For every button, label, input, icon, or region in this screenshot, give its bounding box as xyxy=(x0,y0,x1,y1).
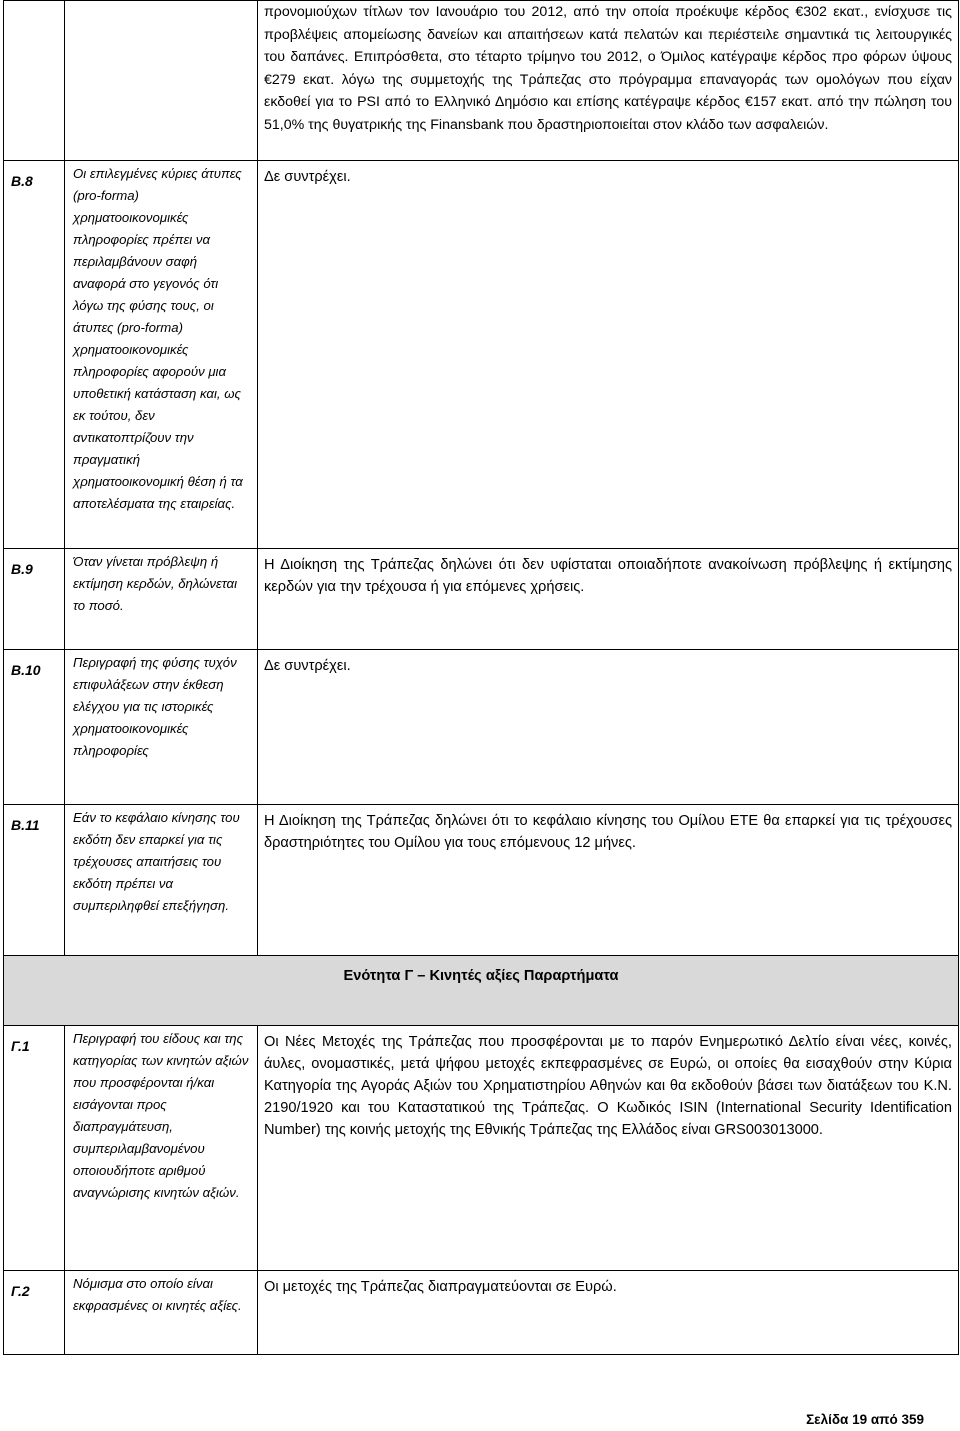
continuation-text: προνομιούχων τίτλων τον Ιανουάριο του 2012, από την οποία προέκυψε κέρδος €302 εκατ., ενίσχυσε τις προβλέψεις απομείωσης δανείων και απαιτήσεων κατά πελατών και περιέστειλε σημαντικά τις λειτουργικές του δαπάνες. Επιπρόσθετα, στο τέταρτο τρίμηνο του 2012, ο Όμιλος κατέγραψε κέρδος προ φόρων ύψους €279 εκατ. λόγω της συμμετοχής της Τράπεζας στο πρόγραμμα επαναγοράς των ομολόγων που είχαν εκδοθεί για το PSI από το Ελληνικό Δημόσιο και επίσης κατέγραψε κέρδος €157 εκατ. από την πώληση του 51,0% της θυγατρικής της Finansbank που δραστηριοποιείται στον κλάδο των ασφαλειών. xyxy=(258,1,959,161)
item-requirement: Όταν γίνεται πρόβλεψη ή εκτίμηση κερδών, δηλώνεται το ποσό. xyxy=(65,549,258,650)
item-response: Δε συντρέχει. xyxy=(258,650,959,805)
item-number: B.8 xyxy=(4,161,65,549)
item-requirement: Εάν το κεφάλαιο κίνησης του εκδότη δεν επαρκεί για τις τρέχουσες απαιτήσεις του εκδότη πρέπει να συμπεριληφθεί επεξήγηση. xyxy=(65,805,258,956)
item-number: B.10 xyxy=(4,650,65,805)
item-number: B.11 xyxy=(4,805,65,956)
item-response: Η Διοίκηση της Τράπεζας δηλώνει ότι δεν υφίσταται οποιαδήποτε ανακοίνωση πρόβλεψης ή εκτίμησης κερδών για την τρέχουσα ή για επόμενες χρήσεις. xyxy=(258,549,959,650)
item-number: Γ.1 xyxy=(4,1026,65,1271)
section-heading-row xyxy=(4,956,959,1026)
table-row xyxy=(4,1271,959,1355)
item-number: Γ.2 xyxy=(4,1271,65,1355)
empty-requirement-cell xyxy=(65,1,258,161)
summary-table xyxy=(3,0,959,1355)
item-response: Η Διοίκηση της Τράπεζας δηλώνει ότι το κεφάλαιο κίνησης του Ομίλου ΕΤΕ θα επαρκεί για τις τρέχουσες δραστηριότητες του Ομίλου για τους επόμενους 12 μήνες. xyxy=(258,805,959,956)
item-response: Οι Νέες Μετοχές της Τράπεζας που προσφέρονται με το παρόν Ενημερωτικό Δελτίο είναι νέες, κοινές, άυλες, ονομαστικές, μετά ψήφου μετοχές εκπεφρασμένες σε Ευρώ, οι οποίες θα εισαχθούν στην Κύρια Κατηγορία της Αγοράς Αξιών του Χρηματιστηρίου Αθηνών και θα εκδοθούν βάσει των διατάξεων του Κ.Ν. 2190/1920 και του Καταστατικού της Τράπεζας. Ο Κωδικός ISIN (International Security Identification Number) της κοινής μετοχής της Εθνικής Τράπεζας της Ελλάδος είναι GRS003013000. xyxy=(258,1026,959,1271)
item-response: Οι μετοχές της Τράπεζας διαπραγματεύονται σε Ευρώ. xyxy=(258,1271,959,1355)
item-number: B.9 xyxy=(4,549,65,650)
table-row xyxy=(4,805,959,956)
table-row xyxy=(4,1026,959,1271)
table-row xyxy=(4,650,959,805)
item-requirement: Περιγραφή της φύσης τυχόν επιφυλάξεων στην έκθεση ελέγχου για τις ιστορικές χρηματοοικονομικές πληροφορίες xyxy=(65,650,258,805)
table-row-continuation xyxy=(4,1,959,161)
table-row xyxy=(4,549,959,650)
page-number: Σελίδα 19 από 359 xyxy=(806,1412,924,1427)
item-requirement: Περιγραφή του είδους και της κατηγορίας των κινητών αξιών που προσφέρονται ή/και εισάγονται προς διαπραγμάτευση, συμπεριλαμβανομένου οποιουδήποτε αριθμού αναγνώρισης κινητών αξιών. xyxy=(65,1026,258,1271)
item-requirement: Νόμισμα στο οποίο είναι εκφρασμένες οι κινητές αξίες. xyxy=(65,1271,258,1355)
item-response: Δε συντρέχει. xyxy=(258,161,959,549)
section-heading: Ενότητα Γ – Κινητές αξίες Παραρτήματα xyxy=(4,956,959,1026)
table-row xyxy=(4,161,959,549)
item-requirement: Οι επιλεγμένες κύριες άτυπες (pro-forma) χρηματοοικονομικές πληροφορίες πρέπει να περιλαμβάνουν σαφή αναφορά στο γεγονός ότι λόγω της φύσης τους, οι άτυπες (pro-forma) χρηματοοικονομικές πληροφορίες αφορούν μια υποθετική κατάσταση και, ως εκ τούτου, δεν αντικατοπτρίζουν την πραγματική χρηματοοικονομική θέση ή τα αποτελέσματα της εταιρείας. xyxy=(65,161,258,549)
empty-number-cell xyxy=(4,1,65,161)
